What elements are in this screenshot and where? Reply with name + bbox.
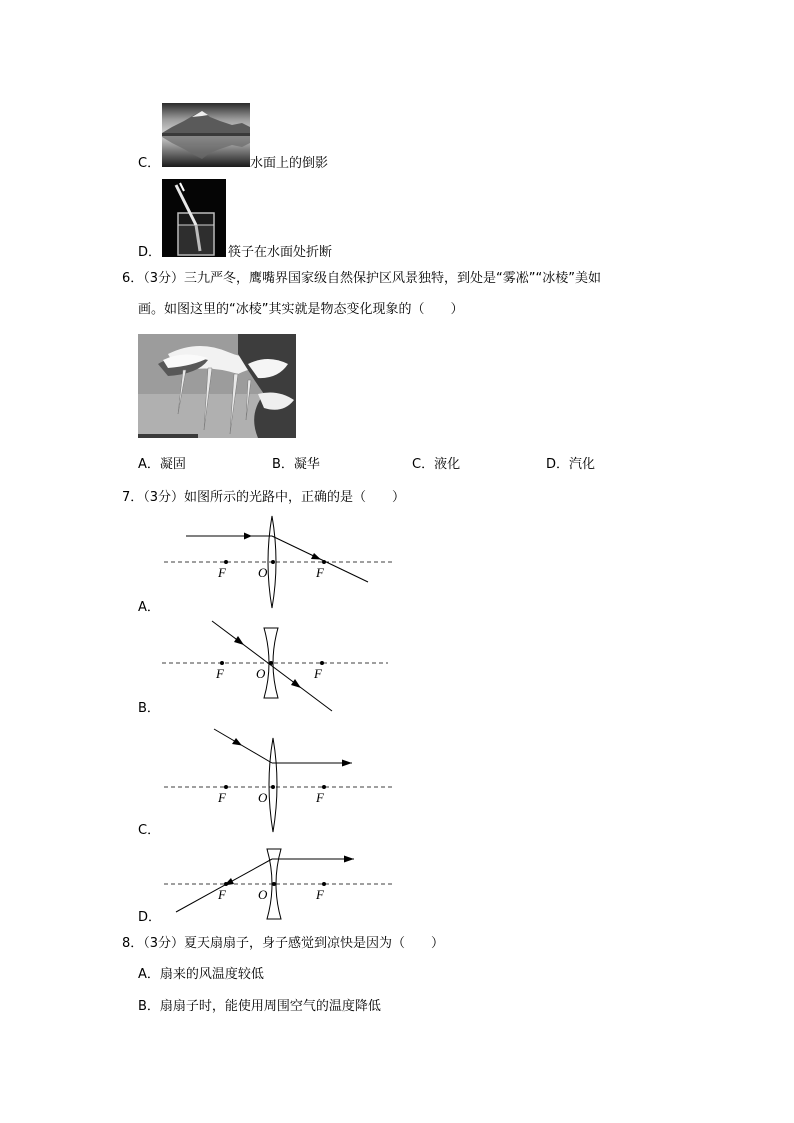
diagram-d-focus-left: F xyxy=(218,887,226,902)
diagram-d-focus-right: F xyxy=(316,887,324,902)
icicles-photo xyxy=(138,334,296,438)
diagram-d-concave-lens xyxy=(160,846,400,926)
q7-stem: 7．（3分）如图所示的光路中，正确的是（ ） xyxy=(122,490,406,505)
q7-option-a-label: A． xyxy=(138,600,160,615)
diagram-a-center: O xyxy=(258,565,268,580)
q6-option-d: D．汽化 xyxy=(546,457,596,472)
q5-option-d-caption: 筷子在水面处折断 xyxy=(228,245,333,260)
q7-option-b-label: B． xyxy=(138,701,160,716)
diagram-b-center: O xyxy=(256,666,266,681)
q7-option-c-label: C． xyxy=(138,823,161,838)
q6-stem-line1: 6．（3分）三九严冬，鹰嘴界国家级自然保护区风景独特，到处是“雾凇”“冰棱”美如 xyxy=(122,271,601,286)
q6-option-b: B．凝华 xyxy=(272,457,320,472)
lake-reflection-photo xyxy=(162,103,250,167)
incident-ray xyxy=(214,729,272,763)
q5-option-c-letter: C． xyxy=(138,156,161,171)
diagram-c-focus-right: F xyxy=(316,790,324,805)
q7-option-d-label: D． xyxy=(138,910,162,925)
diagram-b-focus-right: F xyxy=(314,666,322,681)
q6-option-a: A．凝固 xyxy=(138,457,186,472)
q8-option-a: A．扇来的风温度较低 xyxy=(138,967,264,982)
diagram-b-concave-lens xyxy=(160,616,400,716)
q8-stem: 8．（3分）夏天扇扇子，身子感觉到凉快是因为（ ） xyxy=(122,936,445,951)
q5-option-c-caption: 水面上的倒影 xyxy=(250,156,329,171)
q6-option-c: C．液化 xyxy=(412,457,461,472)
diagram-a-focus-left: F xyxy=(218,565,226,580)
diagram-a-convex-lens xyxy=(160,512,400,612)
diagram-a-focus-right: F xyxy=(316,565,324,580)
q8-option-b: B．扇扇子时，能使用周围空气的温度降低 xyxy=(138,999,381,1014)
diagram-d-center: O xyxy=(258,887,268,902)
diagram-c-center: O xyxy=(258,790,268,805)
diagram-c-convex-lens xyxy=(160,726,400,836)
q6-stem-line2: 画。如图这里的“冰棱”其实就是物态变化现象的（ ） xyxy=(138,302,464,317)
diagram-c-focus-left: F xyxy=(218,790,226,805)
q5-option-d-letter: D． xyxy=(138,245,162,260)
diagram-b-focus-left: F xyxy=(216,666,224,681)
chopsticks-in-water-photo xyxy=(162,179,226,257)
